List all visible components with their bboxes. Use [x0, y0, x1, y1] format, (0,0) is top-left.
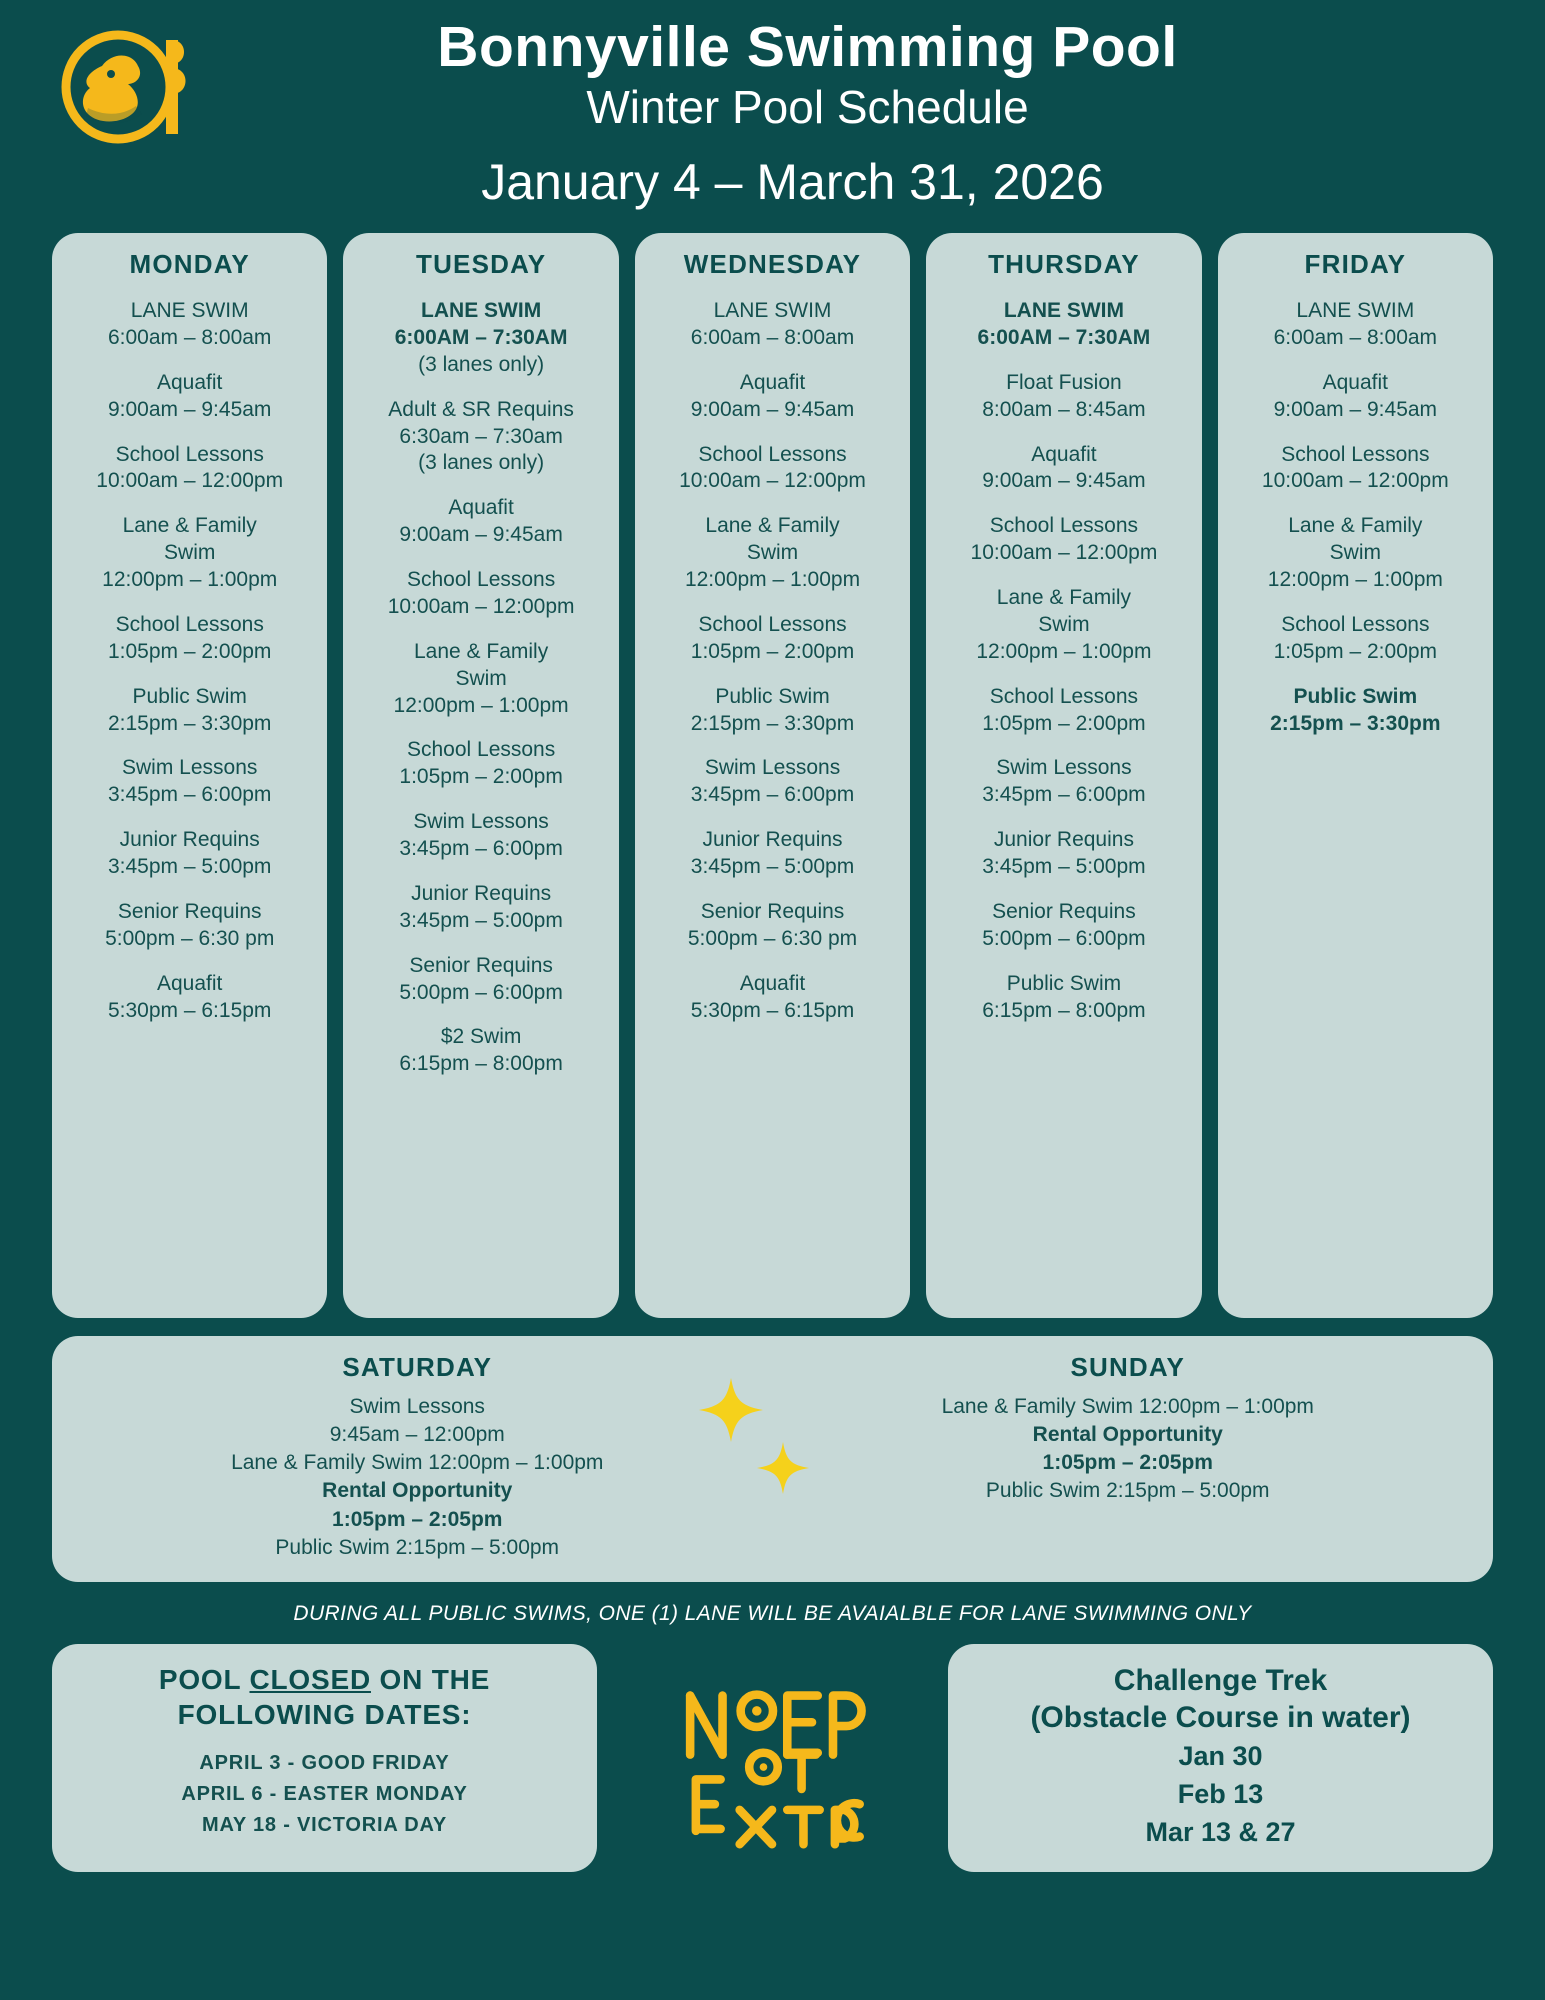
- schedule-slot: [936, 298, 1191, 352]
- schedule-slot: [353, 397, 608, 478]
- schedule-slot: [62, 442, 317, 496]
- slot-time: 9:00am – 9:45am: [399, 523, 563, 547]
- slot-activity: LANE SWIM: [1003, 299, 1124, 323]
- schedule-slot: [645, 442, 900, 496]
- closed-date: MAY 18 - VICTORIA DAY: [201, 1813, 448, 1836]
- slot-time: Swim: [1329, 541, 1381, 565]
- slot-time: 6:00AM – 7:30AM: [394, 325, 568, 349]
- slot-time: 10:00am – 12:00pm: [1261, 469, 1449, 493]
- sunday-column: [773, 1352, 1484, 1562]
- schedule-slot: [1228, 370, 1483, 424]
- weekend-schedule-line: Lane & Family Swim 12:00pm – 1:00pm: [941, 1395, 1314, 1419]
- slot-detail: (3 lanes only): [418, 352, 545, 376]
- slot-time: 3:45pm – 5:00pm: [107, 855, 272, 879]
- slot-time: 10:00am – 12:00pm: [387, 594, 575, 618]
- slot-activity: School Lessons: [989, 684, 1139, 708]
- slot-activity: LANE SWIM: [1296, 299, 1415, 323]
- slot-time: 6:30am – 7:30am: [399, 424, 563, 448]
- schedule-slot: [62, 513, 317, 594]
- slot-time: 10:00am – 12:00pm: [96, 469, 284, 493]
- slot-activity: Public Swim: [1006, 971, 1122, 995]
- slot-time: 3:45pm – 5:00pm: [690, 855, 855, 879]
- day-name-tuesday: TUESDAY: [415, 249, 547, 280]
- slot-activity: Adult & SR Requins: [388, 397, 574, 421]
- slot-time: Swim: [1038, 612, 1090, 636]
- schedule-slot: [936, 827, 1191, 881]
- slot-detail: (3 lanes only): [418, 451, 545, 475]
- schedule-slot: [645, 513, 900, 594]
- slot-time: 3:45pm – 6:00pm: [690, 783, 855, 807]
- schedule-slot: [62, 755, 317, 809]
- weekend-schedule-line: Rental Opportunity: [1032, 1423, 1223, 1447]
- public-swim-note: DURING ALL PUBLIC SWIMS, ONE (1) LANE WILL BE AVAIALBLE FOR LANE SWIMMING ONLY: [293, 1601, 1252, 1625]
- schedule-slot: [353, 1024, 608, 1078]
- schedule-slot: [936, 971, 1191, 1025]
- slot-time: 5:00pm – 6:00pm: [982, 926, 1146, 950]
- schedule-slot: [62, 612, 317, 666]
- challenge-trek-card: [948, 1644, 1493, 1872]
- slot-time: 10:00am – 12:00pm: [679, 469, 866, 493]
- slot-time: 2:15pm – 3:30pm: [690, 711, 855, 735]
- closed-emphasis: CLOSED: [249, 1663, 371, 1695]
- slot-detail: 12:00pm – 1:00pm: [393, 693, 569, 717]
- day-name-wednesday: WEDNESDAY: [683, 249, 862, 280]
- poster-header: [52, 0, 1493, 211]
- slot-time: 6:00AM – 7:30AM: [977, 325, 1151, 349]
- slot-time: 9:00am – 9:45am: [1273, 397, 1438, 421]
- schedule-slot: [1228, 612, 1483, 666]
- day-column-thursday: [926, 233, 1201, 1318]
- slot-time: 9:00am – 9:45am: [107, 397, 272, 421]
- slot-activity: School Lessons: [115, 442, 264, 466]
- slot-detail: 12:00pm – 1:00pm: [684, 568, 861, 592]
- schedule-slot: [645, 827, 900, 881]
- weekend-schedule-line: Swim Lessons: [349, 1395, 485, 1419]
- day-name-monday: MONDAY: [129, 249, 250, 280]
- closed-title-line2: FOLLOWING DATES:: [177, 1698, 472, 1730]
- slot-activity: Senior Requins: [117, 899, 262, 923]
- slot-activity: Lane & Family: [413, 639, 549, 663]
- slot-time: Swim: [164, 541, 216, 565]
- slot-time: 10:00am – 12:00pm: [970, 541, 1158, 565]
- weekend-schedule-line: Lane & Family Swim 12:00pm – 1:00pm: [231, 1451, 604, 1475]
- slot-time: 5:00pm – 6:30 pm: [687, 926, 858, 950]
- slot-activity: Float Fusion: [1006, 370, 1122, 394]
- slot-time: 3:45pm – 6:00pm: [399, 837, 563, 861]
- slot-activity: Aquafit: [157, 370, 223, 394]
- slot-activity: Swim Lessons: [704, 756, 841, 780]
- day-name-saturday: SATURDAY: [342, 1352, 493, 1383]
- challenge-date: Jan 30: [1178, 1740, 1263, 1771]
- slot-activity: Aquafit: [1322, 370, 1389, 394]
- slot-time: 3:45pm – 5:00pm: [399, 908, 563, 932]
- slot-time: 5:30pm – 6:15pm: [107, 998, 272, 1022]
- slot-detail: 12:00pm – 1:00pm: [976, 639, 1152, 663]
- schedule-slot: [645, 899, 900, 953]
- slot-activity: Senior Requins: [409, 953, 553, 977]
- slot-activity: Aquafit: [739, 370, 806, 394]
- schedule-slot: [936, 585, 1191, 666]
- slot-time: 6:00am – 8:00am: [107, 325, 272, 349]
- slot-activity: Public Swim: [1293, 684, 1418, 708]
- slot-time: Swim: [455, 666, 507, 690]
- slot-activity: Aquafit: [157, 971, 223, 995]
- schedule-date-range: January 4 – March 31, 2026: [481, 154, 1104, 211]
- slot-activity: Junior Requins: [119, 828, 260, 852]
- slot-time: 1:05pm – 2:00pm: [1273, 639, 1438, 663]
- day-column-friday: [1218, 233, 1493, 1318]
- closed-title-part1: POOL: [158, 1663, 250, 1695]
- slot-time: 3:45pm – 5:00pm: [982, 855, 1146, 879]
- slot-activity: School Lessons: [1281, 442, 1430, 466]
- slot-activity: Public Swim: [132, 684, 247, 708]
- slot-activity: LANE SWIM: [130, 299, 249, 323]
- slot-activity: Swim Lessons: [122, 756, 258, 780]
- weekday-columns: [52, 233, 1493, 1318]
- slot-activity: School Lessons: [115, 612, 264, 636]
- slot-time: 6:15pm – 8:00pm: [399, 1052, 563, 1076]
- schedule-slot: [353, 639, 608, 720]
- weekend-panel: [52, 1336, 1493, 1582]
- schedule-slot: [936, 755, 1191, 809]
- slot-time: 1:05pm – 2:00pm: [107, 639, 272, 663]
- page-title: Bonnyville Swimming Pool: [437, 15, 1178, 79]
- schedule-slot: [936, 899, 1191, 953]
- weekend-schedule-line: Rental Opportunity: [322, 1479, 513, 1503]
- slot-time: 2:15pm – 3:30pm: [1270, 711, 1441, 735]
- schedule-slot: [936, 370, 1191, 424]
- schedule-slot: [645, 971, 900, 1025]
- pool-closed-dates: [66, 1748, 583, 1841]
- slot-time: 1:05pm – 2:00pm: [982, 711, 1146, 735]
- slot-activity: Senior Requins: [992, 899, 1136, 923]
- day-name-thursday: THURSDAY: [988, 249, 1140, 280]
- challenge-title-line1: Challenge Trek: [1113, 1663, 1328, 1697]
- slot-time: 8:00am – 8:45am: [982, 397, 1146, 421]
- slot-time: 3:45pm – 6:00pm: [982, 783, 1146, 807]
- slot-activity: Swim Lessons: [413, 810, 549, 834]
- challenge-date: Feb 13: [1177, 1779, 1264, 1810]
- schedule-slot: [353, 953, 608, 1007]
- slot-time: Swim: [746, 541, 799, 565]
- slot-time: 1:05pm – 2:00pm: [399, 765, 563, 789]
- schedule-slot: [62, 684, 317, 738]
- bonnyville-beaver-logo: [58, 22, 188, 152]
- day-column-wednesday: [635, 233, 910, 1318]
- slot-activity: School Lessons: [1281, 612, 1430, 636]
- closed-date: APRIL 6 - EASTER MONDAY: [181, 1782, 468, 1805]
- slot-detail: 12:00pm – 1:00pm: [1267, 568, 1443, 592]
- slot-activity: Aquafit: [1031, 442, 1097, 466]
- slot-activity: Junior Requins: [411, 881, 552, 905]
- schedule-slot: [353, 495, 608, 549]
- schedule-slot: [645, 370, 900, 424]
- schedule-slot: [353, 809, 608, 863]
- page-subtitle: Winter Pool Schedule: [586, 80, 1029, 133]
- slot-time: 6:15pm – 8:00pm: [982, 998, 1146, 1022]
- slot-time: 1:05pm – 2:00pm: [690, 639, 855, 663]
- slot-activity: LANE SWIM: [421, 299, 542, 323]
- weekend-schedule-line: Public Swim 2:15pm – 5:00pm: [275, 1535, 560, 1559]
- pool-closed-title: [66, 1662, 583, 1732]
- poster-footer: [52, 1644, 1493, 1872]
- schedule-slot: [62, 827, 317, 881]
- slot-activity: Junior Requins: [702, 828, 843, 852]
- slot-activity: Lane & Family: [1288, 514, 1423, 538]
- slot-activity: Aquafit: [448, 496, 514, 520]
- slot-activity: $2 Swim: [440, 1025, 522, 1049]
- slot-time: 6:00am – 8:00am: [690, 325, 855, 349]
- slot-activity: Lane & Family: [122, 514, 257, 538]
- schedule-slot: [62, 298, 317, 352]
- schedule-slot: [1228, 513, 1483, 594]
- weekend-schedule-line: 1:05pm – 2:05pm: [332, 1507, 503, 1531]
- slot-time: 2:15pm – 3:30pm: [107, 711, 272, 735]
- day-name-friday: FRIDAY: [1304, 249, 1407, 280]
- schedule-slot: [645, 755, 900, 809]
- slot-detail: 12:00pm – 1:00pm: [102, 568, 278, 592]
- slot-time: 3:45pm – 6:00pm: [107, 783, 272, 807]
- slot-activity: School Lessons: [406, 738, 556, 762]
- closed-title-part2: ON THE: [370, 1663, 491, 1695]
- slot-time: 9:00am – 9:45am: [690, 397, 855, 421]
- saturday-schedule: [62, 1393, 773, 1562]
- slot-activity: School Lessons: [406, 568, 556, 592]
- schedule-slot: [645, 612, 900, 666]
- day-column-monday: [52, 233, 327, 1318]
- slot-activity: Senior Requins: [700, 899, 845, 923]
- slot-activity: Lane & Family: [996, 586, 1132, 610]
- schedule-slot: [1228, 298, 1483, 352]
- slot-time: 5:00pm – 6:30 pm: [105, 926, 275, 950]
- slot-activity: LANE SWIM: [713, 299, 832, 323]
- schedule-slot: [62, 971, 317, 1025]
- slot-activity: School Lessons: [698, 442, 847, 466]
- schedule-slot: [1228, 442, 1483, 496]
- slot-activity: Swim Lessons: [996, 756, 1132, 780]
- slot-time: 5:00pm – 6:00pm: [399, 980, 563, 1004]
- weekend-schedule-line: 9:45am – 12:00pm: [329, 1423, 505, 1447]
- challenge-date: Mar 13 & 27: [1145, 1817, 1296, 1848]
- slot-activity: School Lessons: [989, 514, 1139, 538]
- challenge-trek-dates: [962, 1737, 1479, 1852]
- closed-date: APRIL 3 - GOOD FRIDAY: [199, 1751, 450, 1774]
- schedule-slot: [353, 881, 608, 935]
- weekend-schedule-line: Public Swim 2:15pm – 5:00pm: [985, 1479, 1270, 1503]
- sunday-schedule: [773, 1393, 1484, 1506]
- schedule-slot: [936, 442, 1191, 496]
- schedule-slot: [353, 737, 608, 791]
- schedule-slot: [936, 513, 1191, 567]
- slot-activity: Aquafit: [739, 971, 806, 995]
- slot-activity: Lane & Family: [705, 514, 840, 538]
- schedule-slot: [936, 684, 1191, 738]
- schedule-slot: [62, 899, 317, 953]
- schedule-slot: [645, 298, 900, 352]
- schedule-slot: [353, 298, 608, 379]
- schedule-slot: [62, 370, 317, 424]
- slot-activity: School Lessons: [698, 612, 847, 636]
- weekend-schedule-line: 1:05pm – 2:05pm: [1042, 1451, 1213, 1475]
- slot-time: 9:00am – 9:45am: [982, 469, 1146, 493]
- schedule-slot: [353, 567, 608, 621]
- challenge-trek-title: [962, 1662, 1479, 1737]
- north-of-expected-logo: [617, 1644, 928, 1872]
- day-name-sunday: SUNDAY: [1070, 1352, 1186, 1383]
- slot-activity: Public Swim: [715, 684, 830, 708]
- schedule-slot: [1228, 684, 1483, 738]
- schedule-slot: [645, 684, 900, 738]
- challenge-title-line2: (Obstacle Course in water): [1030, 1701, 1411, 1735]
- pool-closed-card: [52, 1644, 597, 1872]
- slot-time: 6:00am – 8:00am: [1273, 325, 1438, 349]
- slot-time: 5:30pm – 6:15pm: [690, 998, 855, 1022]
- saturday-column: [62, 1352, 773, 1562]
- slot-activity: Junior Requins: [993, 828, 1134, 852]
- day-column-tuesday: [343, 233, 618, 1318]
